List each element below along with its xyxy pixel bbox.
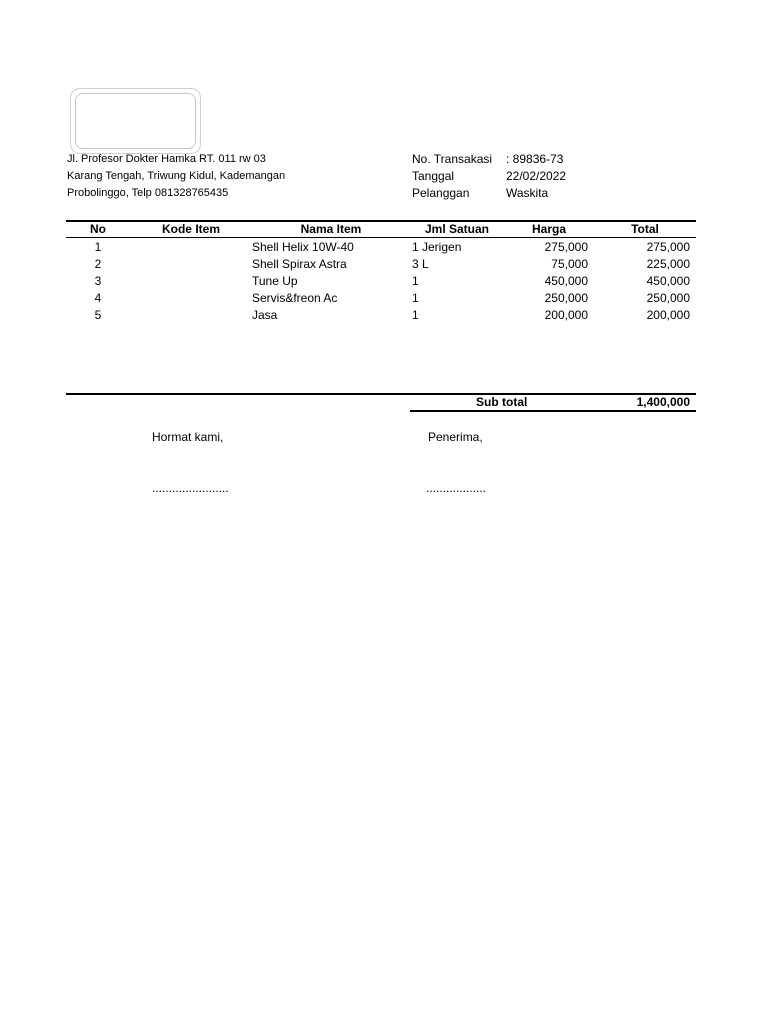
subtotal-label: Sub total — [476, 395, 528, 409]
header-harga: Harga — [531, 222, 566, 236]
customer-value: Waskita — [506, 186, 549, 200]
company-logo — [70, 88, 201, 154]
cell-harga: 75,000 — [551, 257, 588, 271]
cell-nama: Tune Up — [252, 274, 298, 288]
header-total: Total — [631, 222, 659, 236]
transaction-number-label: No. Transakasi — [412, 152, 493, 166]
cell-jml: 1 — [412, 274, 419, 288]
header-no: No — [90, 222, 106, 236]
address-line-1: Jl. Profesor Dokter Hamka RT. 011 rw 03 — [67, 153, 266, 165]
cell-jml: 1 Jerigen — [412, 240, 462, 254]
customer-label: Pelanggan — [412, 186, 470, 200]
subtotal-rule — [410, 410, 696, 412]
header-nama-item: Nama Item — [300, 222, 362, 236]
signature-left-line: ....................... — [152, 481, 229, 495]
cell-jml: 3 L — [412, 257, 429, 271]
cell-total: 200,000 — [646, 308, 690, 322]
transaction-number-value: : 89836-73 — [506, 152, 564, 166]
table-header-rule — [66, 237, 696, 238]
cell-total: 275,000 — [646, 240, 690, 254]
date-value: 22/02/2022 — [506, 169, 567, 183]
cell-total: 225,000 — [646, 257, 690, 271]
cell-harga: 275,000 — [544, 240, 588, 254]
cell-no: 2 — [94, 257, 102, 271]
signature-left-label: Hormat kami, — [152, 430, 224, 444]
address-line-2: Karang Tengah, Triwung Kidul, Kademangan — [67, 170, 286, 182]
address-line-3: Probolinggo, Telp 081328765435 — [67, 187, 229, 199]
cell-total: 250,000 — [646, 291, 690, 305]
cell-harga: 250,000 — [544, 291, 588, 305]
logo-inner-frame — [75, 93, 196, 149]
signature-right-label: Penerima, — [428, 430, 483, 444]
cell-nama: Servis&freon Ac — [252, 291, 338, 305]
cell-no: 3 — [94, 274, 102, 288]
cell-nama: Shell Spirax Astra — [252, 257, 347, 271]
cell-harga: 200,000 — [544, 308, 588, 322]
date-label: Tanggal — [412, 169, 455, 183]
cell-no: 4 — [94, 291, 102, 305]
cell-nama: Jasa — [252, 308, 278, 322]
signature-right-line: .................. — [426, 481, 487, 495]
cell-no: 1 — [94, 240, 102, 254]
header-kode-item: Kode Item — [161, 222, 220, 236]
cell-jml: 1 — [412, 308, 419, 322]
cell-jml: 1 — [412, 291, 419, 305]
header-jml-satuan: Jml Satuan — [424, 222, 490, 236]
cell-nama: Shell Helix 10W-40 — [252, 240, 354, 254]
cell-harga: 450,000 — [544, 274, 588, 288]
cell-no: 5 — [94, 308, 102, 322]
subtotal-value: 1,400,000 — [636, 395, 690, 409]
cell-total: 450,000 — [646, 274, 690, 288]
